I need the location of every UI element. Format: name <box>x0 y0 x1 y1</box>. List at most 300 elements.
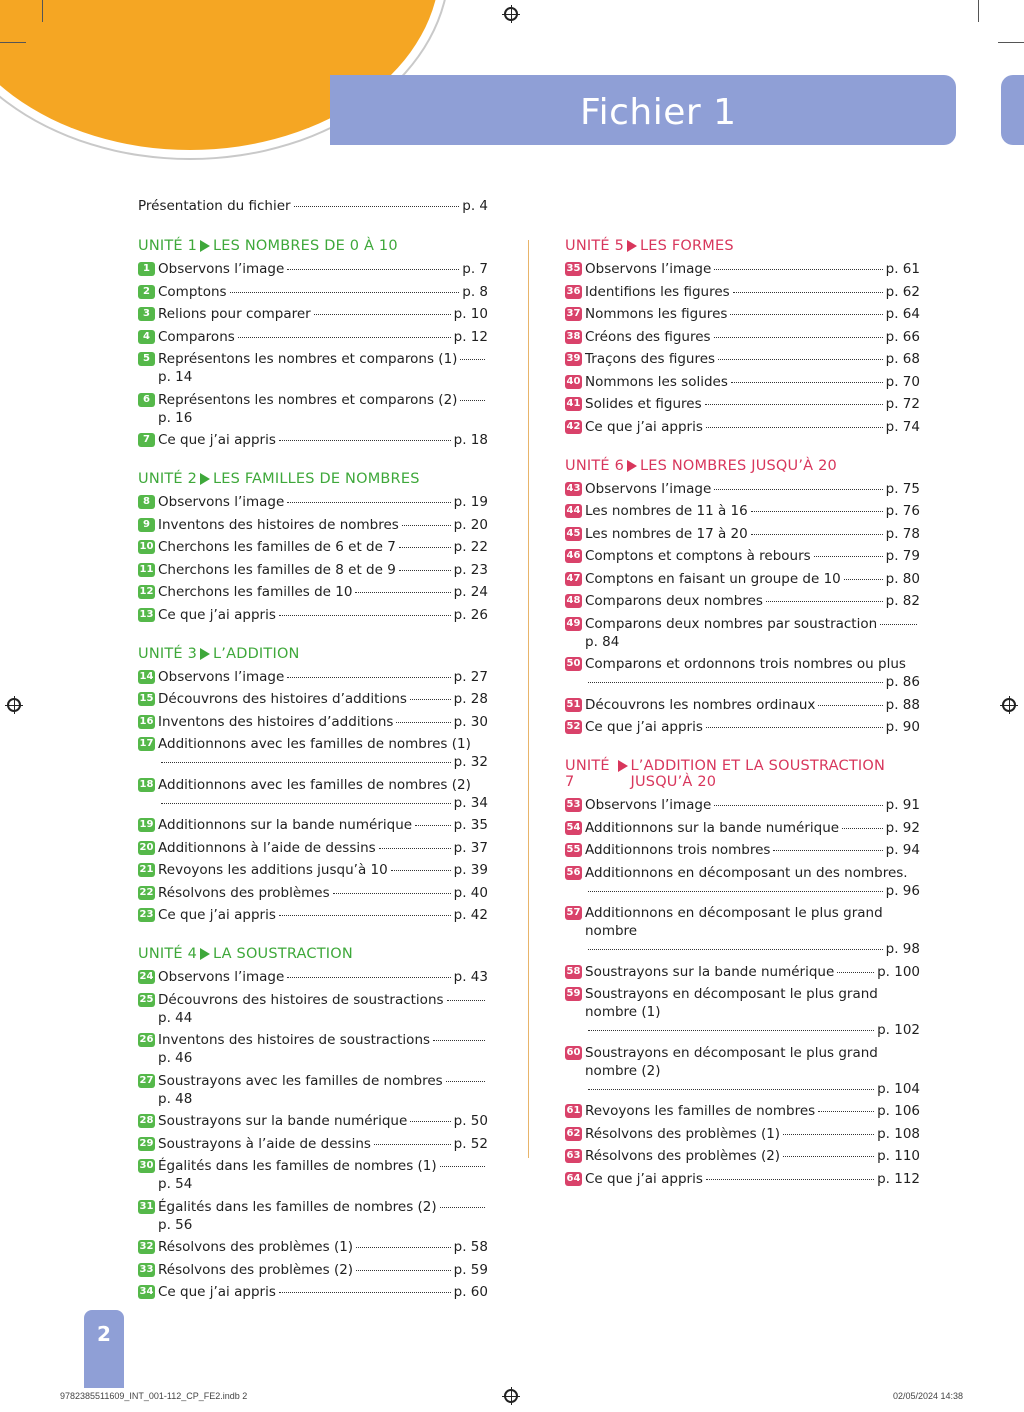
lesson-number-badge: 54 <box>566 821 581 833</box>
lesson-page: p. 12 <box>453 328 488 345</box>
lesson-number-badge: 35 <box>566 263 581 274</box>
leader-dots <box>314 314 451 315</box>
leader-dots <box>402 525 451 526</box>
lesson-page: p. 86 <box>885 674 920 690</box>
registration-mark-icon <box>1002 698 1016 712</box>
toc-entry[interactable] <box>565 904 920 958</box>
lesson-page: p. 74 <box>885 418 920 435</box>
toc-entry[interactable] <box>565 1044 920 1098</box>
entry-body <box>585 283 920 301</box>
lesson-title: Les nombres de 11 à 16 <box>585 503 748 519</box>
unit-number: UNITÉ 6 <box>565 457 624 474</box>
entry-body <box>158 305 488 323</box>
leader-dots <box>447 1000 485 1001</box>
lesson-number-badge: 33 <box>139 1263 154 1275</box>
entry-body <box>585 718 920 736</box>
lesson-page: p. 48 <box>158 1090 193 1107</box>
lesson-number-badge: 30 <box>139 1160 154 1171</box>
toc-entry[interactable] <box>138 861 488 879</box>
lesson-title: Cherchons les familles de 6 et de 7 <box>158 539 396 555</box>
lesson-number-badge: 27 <box>139 1074 154 1086</box>
lesson-number-badge: 29 <box>139 1137 154 1149</box>
toc-entry[interactable] <box>565 1125 920 1143</box>
toc-entry[interactable] <box>138 1198 488 1234</box>
toc-entry[interactable] <box>138 668 488 686</box>
lesson-number-badge: 14 <box>139 670 154 682</box>
toc-entry[interactable] <box>565 718 920 736</box>
lesson-number-badge: 42 <box>566 420 581 432</box>
toc-entry[interactable] <box>138 776 488 812</box>
leader-dots <box>818 1111 874 1112</box>
leader-dots <box>410 699 451 700</box>
toc-entry[interactable] <box>138 350 488 386</box>
toc-entry[interactable] <box>565 615 920 651</box>
lesson-number-badge: 55 <box>566 844 581 855</box>
entry-body <box>585 1147 920 1165</box>
unit-title: LA SOUSTRACTION <box>213 946 353 962</box>
leader-dots <box>287 502 450 503</box>
lesson-page: p. 32 <box>453 754 488 770</box>
lesson-title: Additionnons sur la bande numérique <box>585 819 840 836</box>
lesson-title: Comparons deux nombres par soustraction <box>585 615 878 632</box>
registration-mark-icon <box>7 698 21 712</box>
lesson-page: p. 40 <box>453 884 488 901</box>
lesson-title: Revoyons les additions jusqu’à 10 <box>158 862 388 878</box>
leader-dots <box>706 1179 874 1180</box>
lesson-number-badge: 5 <box>138 352 155 366</box>
lesson-number-badge: 51 <box>566 698 581 710</box>
lesson-page: p. 34 <box>453 794 488 811</box>
leader-dots <box>588 1089 874 1090</box>
leader-dots <box>714 337 883 338</box>
lesson-number-badge: 16 <box>139 715 154 727</box>
entry-body <box>585 592 920 610</box>
lesson-page: p. 110 <box>877 1148 920 1164</box>
lesson-page: p. 79 <box>885 548 920 564</box>
entry-body <box>158 713 488 731</box>
lesson-title: Ce que j’ai appris <box>585 418 703 435</box>
lesson-title: Additionnons en décomposant le plus grand nombre <box>585 905 883 939</box>
lesson-number-badge: 41 <box>566 398 581 409</box>
lesson-title: Comparons <box>158 328 235 345</box>
toc-entry[interactable] <box>565 963 920 981</box>
toc-entry[interactable] <box>565 395 920 413</box>
lesson-number-badge: 63 <box>566 1150 581 1161</box>
lesson-number-badge: 56 <box>566 866 581 878</box>
lesson-title: Résolvons des problèmes (2) <box>585 1148 781 1164</box>
lesson-page: p. 88 <box>885 696 920 713</box>
entry-body <box>158 690 488 708</box>
entry-body <box>158 1072 488 1108</box>
lesson-title: Comparons deux nombres <box>585 593 763 609</box>
lesson-title: Observons l’image <box>158 969 285 985</box>
toc-entry[interactable] <box>138 538 488 556</box>
unit-section <box>565 758 920 1188</box>
lesson-number-badge: 10 <box>139 541 154 552</box>
toc-entry[interactable] <box>565 985 920 1039</box>
toc-entry[interactable] <box>565 373 920 391</box>
page-title: Fichier 1 <box>580 92 737 133</box>
lesson-title: Soustrayons en décomposant le plus grand nombre (2) <box>585 1044 878 1079</box>
crop-mark <box>998 42 1024 43</box>
entry-body <box>158 816 488 834</box>
entry-body <box>585 985 920 1039</box>
unit-heading <box>138 646 488 662</box>
entry-body <box>158 968 488 986</box>
entry-body <box>158 1198 488 1234</box>
leader-dots <box>880 624 917 625</box>
leader-dots <box>837 972 874 973</box>
toc-entry[interactable] <box>138 735 488 771</box>
toc-entry[interactable] <box>138 690 488 708</box>
unit-title: L’ADDITION <box>213 645 300 662</box>
entry-body <box>158 861 488 879</box>
toc-entry[interactable] <box>138 493 488 511</box>
toc-entry[interactable] <box>565 592 920 610</box>
lesson-page: p. 91 <box>885 797 920 813</box>
lesson-page: p. 59 <box>453 1261 488 1278</box>
lesson-page: p. 78 <box>885 525 920 542</box>
footer-date: 02/05/2024 14:38 <box>893 1391 964 1401</box>
entry-body <box>158 776 488 812</box>
entry-body <box>158 350 488 386</box>
lesson-number-badge: 34 <box>139 1286 154 1297</box>
toc-entry[interactable] <box>565 1102 920 1120</box>
leader-dots <box>287 269 459 270</box>
lesson-number-badge: 36 <box>566 285 581 297</box>
leader-dots <box>751 534 883 535</box>
entry-body <box>585 328 920 346</box>
lesson-number-badge: 6 <box>138 393 155 407</box>
toc-entry[interactable] <box>565 547 920 565</box>
crop-mark <box>0 42 26 43</box>
lesson-page: p. 98 <box>885 941 920 957</box>
toc-entry[interactable] <box>138 906 488 924</box>
toc-entry[interactable] <box>138 328 488 346</box>
leader-dots <box>718 359 883 360</box>
leader-dots <box>588 1030 874 1031</box>
entry-body <box>158 606 488 624</box>
toc-entry[interactable] <box>138 991 488 1027</box>
lesson-page: p. 43 <box>453 969 488 985</box>
toc-entry[interactable] <box>565 655 920 691</box>
lesson-title: Soustrayons sur la bande numérique <box>158 1113 408 1129</box>
unit-number: UNITÉ 7 <box>565 758 610 790</box>
entry-body <box>585 819 920 837</box>
toc-entry[interactable] <box>565 841 920 859</box>
entry-body <box>158 906 488 924</box>
toc-entry[interactable] <box>565 418 920 436</box>
lesson-title: Représentons les nombres et comparons (2) <box>158 391 458 408</box>
lesson-number-badge: 11 <box>139 563 154 575</box>
toc-entry[interactable] <box>138 260 488 278</box>
leader-dots <box>374 1144 451 1145</box>
column-divider <box>528 240 529 1158</box>
lesson-title: Ce que j’ai appris <box>158 606 276 623</box>
lesson-page: p. 28 <box>453 691 488 707</box>
lesson-page: p. 39 <box>453 862 488 878</box>
lesson-page: p. 19 <box>453 494 488 510</box>
toc-entry[interactable] <box>138 305 488 323</box>
leader-dots <box>396 722 450 723</box>
entry-body <box>585 260 920 278</box>
lesson-number-badge: 7 <box>138 433 155 447</box>
toc-entry[interactable] <box>138 1112 488 1130</box>
toc-entry[interactable] <box>565 305 920 323</box>
unit-title: LES NOMBRES DE 0 À 10 <box>213 238 398 254</box>
lesson-page: p. 20 <box>453 516 488 533</box>
lesson-page: p. 37 <box>453 839 488 856</box>
page-number: 2 <box>97 1322 111 1346</box>
toc-entry[interactable] <box>138 968 488 986</box>
toc-entry[interactable] <box>138 1261 488 1279</box>
lesson-title: Ce que j’ai appris <box>158 432 276 448</box>
leader-dots <box>814 556 883 557</box>
lesson-page: p. 66 <box>885 328 920 345</box>
entry-body <box>158 1261 488 1279</box>
entry-body <box>585 963 920 981</box>
leader-dots <box>783 1156 874 1157</box>
lesson-title: Traçons des figures <box>585 351 716 367</box>
entry-body <box>585 615 920 651</box>
crop-mark <box>42 0 43 22</box>
toc-entry[interactable] <box>138 391 488 427</box>
entry-body <box>158 735 488 771</box>
toc-entry[interactable] <box>138 1135 488 1153</box>
lesson-number-badge: 61 <box>566 1105 581 1116</box>
lesson-page: p. 54 <box>158 1176 193 1192</box>
toc-entry[interactable] <box>138 839 488 857</box>
lesson-page: p. 35 <box>453 817 488 833</box>
lesson-title: Observons l’image <box>158 668 285 685</box>
leader-dots <box>733 292 883 293</box>
lesson-title: Ce que j’ai appris <box>158 1284 276 1300</box>
leader-dots <box>731 382 883 383</box>
presentation-label: Présentation du fichier <box>138 198 291 214</box>
lesson-number-badge: 22 <box>139 886 154 898</box>
toc-entry[interactable] <box>138 516 488 534</box>
toc-entry[interactable] <box>565 1147 920 1165</box>
toc-entry[interactable] <box>138 1072 488 1108</box>
toc-entry[interactable] <box>565 260 920 278</box>
leader-dots <box>751 511 883 512</box>
lesson-title: Résolvons des problèmes <box>158 884 330 901</box>
presentation-entry[interactable] <box>138 198 488 214</box>
play-triangle-icon <box>200 648 210 660</box>
entry-body <box>585 696 920 714</box>
lesson-title: Ce que j’ai appris <box>585 1170 703 1187</box>
play-triangle-icon <box>200 948 210 960</box>
lesson-number-badge: 64 <box>566 1172 581 1184</box>
leader-dots <box>446 1081 485 1082</box>
entry-body <box>158 884 488 902</box>
entry-body <box>585 480 920 498</box>
lesson-number-badge: 58 <box>566 965 581 977</box>
entry-body <box>158 991 488 1027</box>
leader-dots <box>588 891 883 892</box>
toc-entry[interactable] <box>565 480 920 498</box>
entry-body <box>585 305 920 323</box>
lesson-page: p. 100 <box>877 963 920 980</box>
toc-entry[interactable] <box>565 864 920 900</box>
leader-dots <box>714 269 882 270</box>
entry-body <box>585 502 920 520</box>
lesson-page: p. 58 <box>453 1239 488 1255</box>
toc-entry[interactable] <box>565 796 920 814</box>
lesson-page: p. 26 <box>453 606 488 623</box>
lesson-number-badge: 60 <box>566 1046 581 1058</box>
lesson-number-badge: 13 <box>139 608 154 620</box>
toc-entry[interactable] <box>138 713 488 731</box>
lesson-title: Relions pour comparer <box>158 306 311 322</box>
leader-dots <box>588 949 883 950</box>
lesson-page: p. 60 <box>453 1284 488 1300</box>
play-triangle-icon <box>627 240 637 252</box>
lesson-title: Égalités dans les familles de nombres (2) <box>158 1198 437 1215</box>
toc-entry[interactable] <box>138 884 488 902</box>
toc-entry[interactable] <box>138 1238 488 1256</box>
lesson-number-badge: 32 <box>139 1241 154 1252</box>
lesson-page: p. 7 <box>462 261 488 277</box>
footer-file: 9782385511609_INT_001-112_CP_FE2.indb 2 <box>60 1391 248 1401</box>
toc-entry[interactable] <box>565 283 920 301</box>
lesson-page: p. 96 <box>885 882 920 899</box>
lesson-title: Inventons des histoires d’additions <box>158 713 394 730</box>
leader-dots <box>773 850 882 851</box>
leader-dots <box>230 292 460 293</box>
unit-section <box>138 946 488 1301</box>
lesson-title: Cherchons les familles de 8 et de 9 <box>158 561 396 578</box>
leader-dots <box>588 682 883 683</box>
lesson-page: p. 44 <box>158 1009 193 1026</box>
toc-entry[interactable] <box>138 606 488 624</box>
entry-body <box>585 1102 920 1120</box>
toc-entry[interactable] <box>565 819 920 837</box>
lesson-title: Comparons et ordonnons trois nombres ou plus <box>585 656 906 672</box>
presentation-page: p. 4 <box>462 198 488 214</box>
entry-body <box>158 1031 488 1067</box>
lesson-title: Soustrayons avec les familles de nombres <box>158 1072 443 1089</box>
toc-entry[interactable] <box>565 502 920 520</box>
leader-dots <box>433 1040 485 1041</box>
lesson-title: Résolvons des problèmes (2) <box>158 1261 354 1278</box>
lesson-page: p. 50 <box>453 1113 488 1129</box>
leader-dots <box>460 359 485 360</box>
entry-body <box>585 841 920 859</box>
toc-entry[interactable] <box>565 1170 920 1188</box>
entry-body <box>158 668 488 686</box>
entry-body <box>158 391 488 427</box>
lesson-title: Revoyons les familles de nombres <box>585 1103 816 1119</box>
unit-heading <box>565 238 920 254</box>
leader-dots <box>161 762 451 763</box>
lesson-page: p. 106 <box>877 1103 920 1119</box>
unit-section <box>565 238 920 436</box>
entry-body <box>158 283 488 301</box>
lesson-page: p. 75 <box>885 480 920 497</box>
lesson-page: p. 46 <box>158 1050 193 1066</box>
toc-entry[interactable] <box>138 1283 488 1301</box>
toc-entry[interactable] <box>565 570 920 588</box>
entry-body <box>158 431 488 449</box>
unit-heading <box>138 238 488 254</box>
lesson-number-badge: 4 <box>138 330 155 344</box>
lesson-number-badge: 39 <box>566 353 581 364</box>
lesson-title: Additionnons avec les familles de nombres (1) <box>158 736 471 752</box>
registration-mark-icon <box>504 1389 518 1403</box>
lesson-number-badge: 37 <box>566 308 581 319</box>
lesson-title: Additionnons à l’aide de dessins <box>158 839 376 856</box>
lesson-title: Observons l’image <box>585 480 712 497</box>
play-triangle-icon <box>200 240 210 252</box>
lesson-number-badge: 38 <box>566 330 581 342</box>
unit-section <box>138 238 488 449</box>
lesson-number-badge: 57 <box>566 907 581 918</box>
unit-heading <box>138 471 488 487</box>
unit-title: L’ADDITION ET LA SOUSTRACTION JUSQU’À 20 <box>630 758 886 790</box>
lesson-page: p. 62 <box>885 283 920 300</box>
entry-body <box>585 655 920 691</box>
lesson-page: p. 52 <box>453 1135 488 1152</box>
leader-dots <box>279 440 451 441</box>
lesson-number-badge: 9 <box>138 518 155 532</box>
leader-dots <box>844 579 883 580</box>
side-tab <box>1001 75 1024 145</box>
toc-entry[interactable] <box>138 816 488 834</box>
lesson-page: p. 14 <box>158 369 193 385</box>
entry-body <box>585 525 920 543</box>
lesson-page: p. 92 <box>885 819 920 836</box>
toc-entry[interactable] <box>565 328 920 346</box>
lesson-number-badge: 45 <box>566 527 581 539</box>
toc-entry[interactable] <box>138 561 488 579</box>
lesson-title: Inventons des histoires de nombres <box>158 516 399 533</box>
toc-entry[interactable] <box>138 431 488 449</box>
unit-number: UNITÉ 3 <box>138 645 197 662</box>
lesson-page: p. 16 <box>158 409 193 426</box>
lesson-title: Comptons <box>158 283 227 300</box>
lesson-number-badge: 62 <box>566 1127 581 1139</box>
unit-number: UNITÉ 1 <box>138 238 197 254</box>
lesson-page: p. 112 <box>877 1170 920 1187</box>
entry-body <box>158 561 488 579</box>
toc-entry[interactable] <box>138 1031 488 1067</box>
entry-body <box>585 350 920 368</box>
leader-dots <box>355 592 450 593</box>
lesson-title: Créons des figures <box>585 328 711 345</box>
lesson-page: p. 68 <box>885 351 920 367</box>
toc-entry[interactable] <box>565 525 920 543</box>
lesson-page: p. 82 <box>885 593 920 609</box>
lesson-title: Additionnons en décomposant un des nombres. <box>585 864 908 881</box>
lesson-title: Soustrayons en décomposant le plus grand nombre (1) <box>585 986 878 1020</box>
lesson-title: Additionnons avec les familles de nombres (2) <box>158 776 471 793</box>
lesson-number-badge: 40 <box>566 375 581 387</box>
leader-dots <box>399 570 451 571</box>
toc-entry[interactable] <box>138 1157 488 1193</box>
lesson-number-badge: 8 <box>138 495 155 509</box>
lesson-number-badge: 21 <box>139 864 154 875</box>
toc-entry[interactable] <box>138 283 488 301</box>
toc-entry[interactable] <box>138 583 488 601</box>
unit-heading <box>138 946 488 962</box>
leader-dots <box>440 1166 485 1167</box>
lesson-number-badge: 3 <box>138 307 155 321</box>
toc-entry[interactable] <box>565 350 920 368</box>
lesson-number-badge: 47 <box>566 572 581 584</box>
lesson-number-badge: 23 <box>139 909 154 920</box>
toc-entry[interactable] <box>565 696 920 714</box>
